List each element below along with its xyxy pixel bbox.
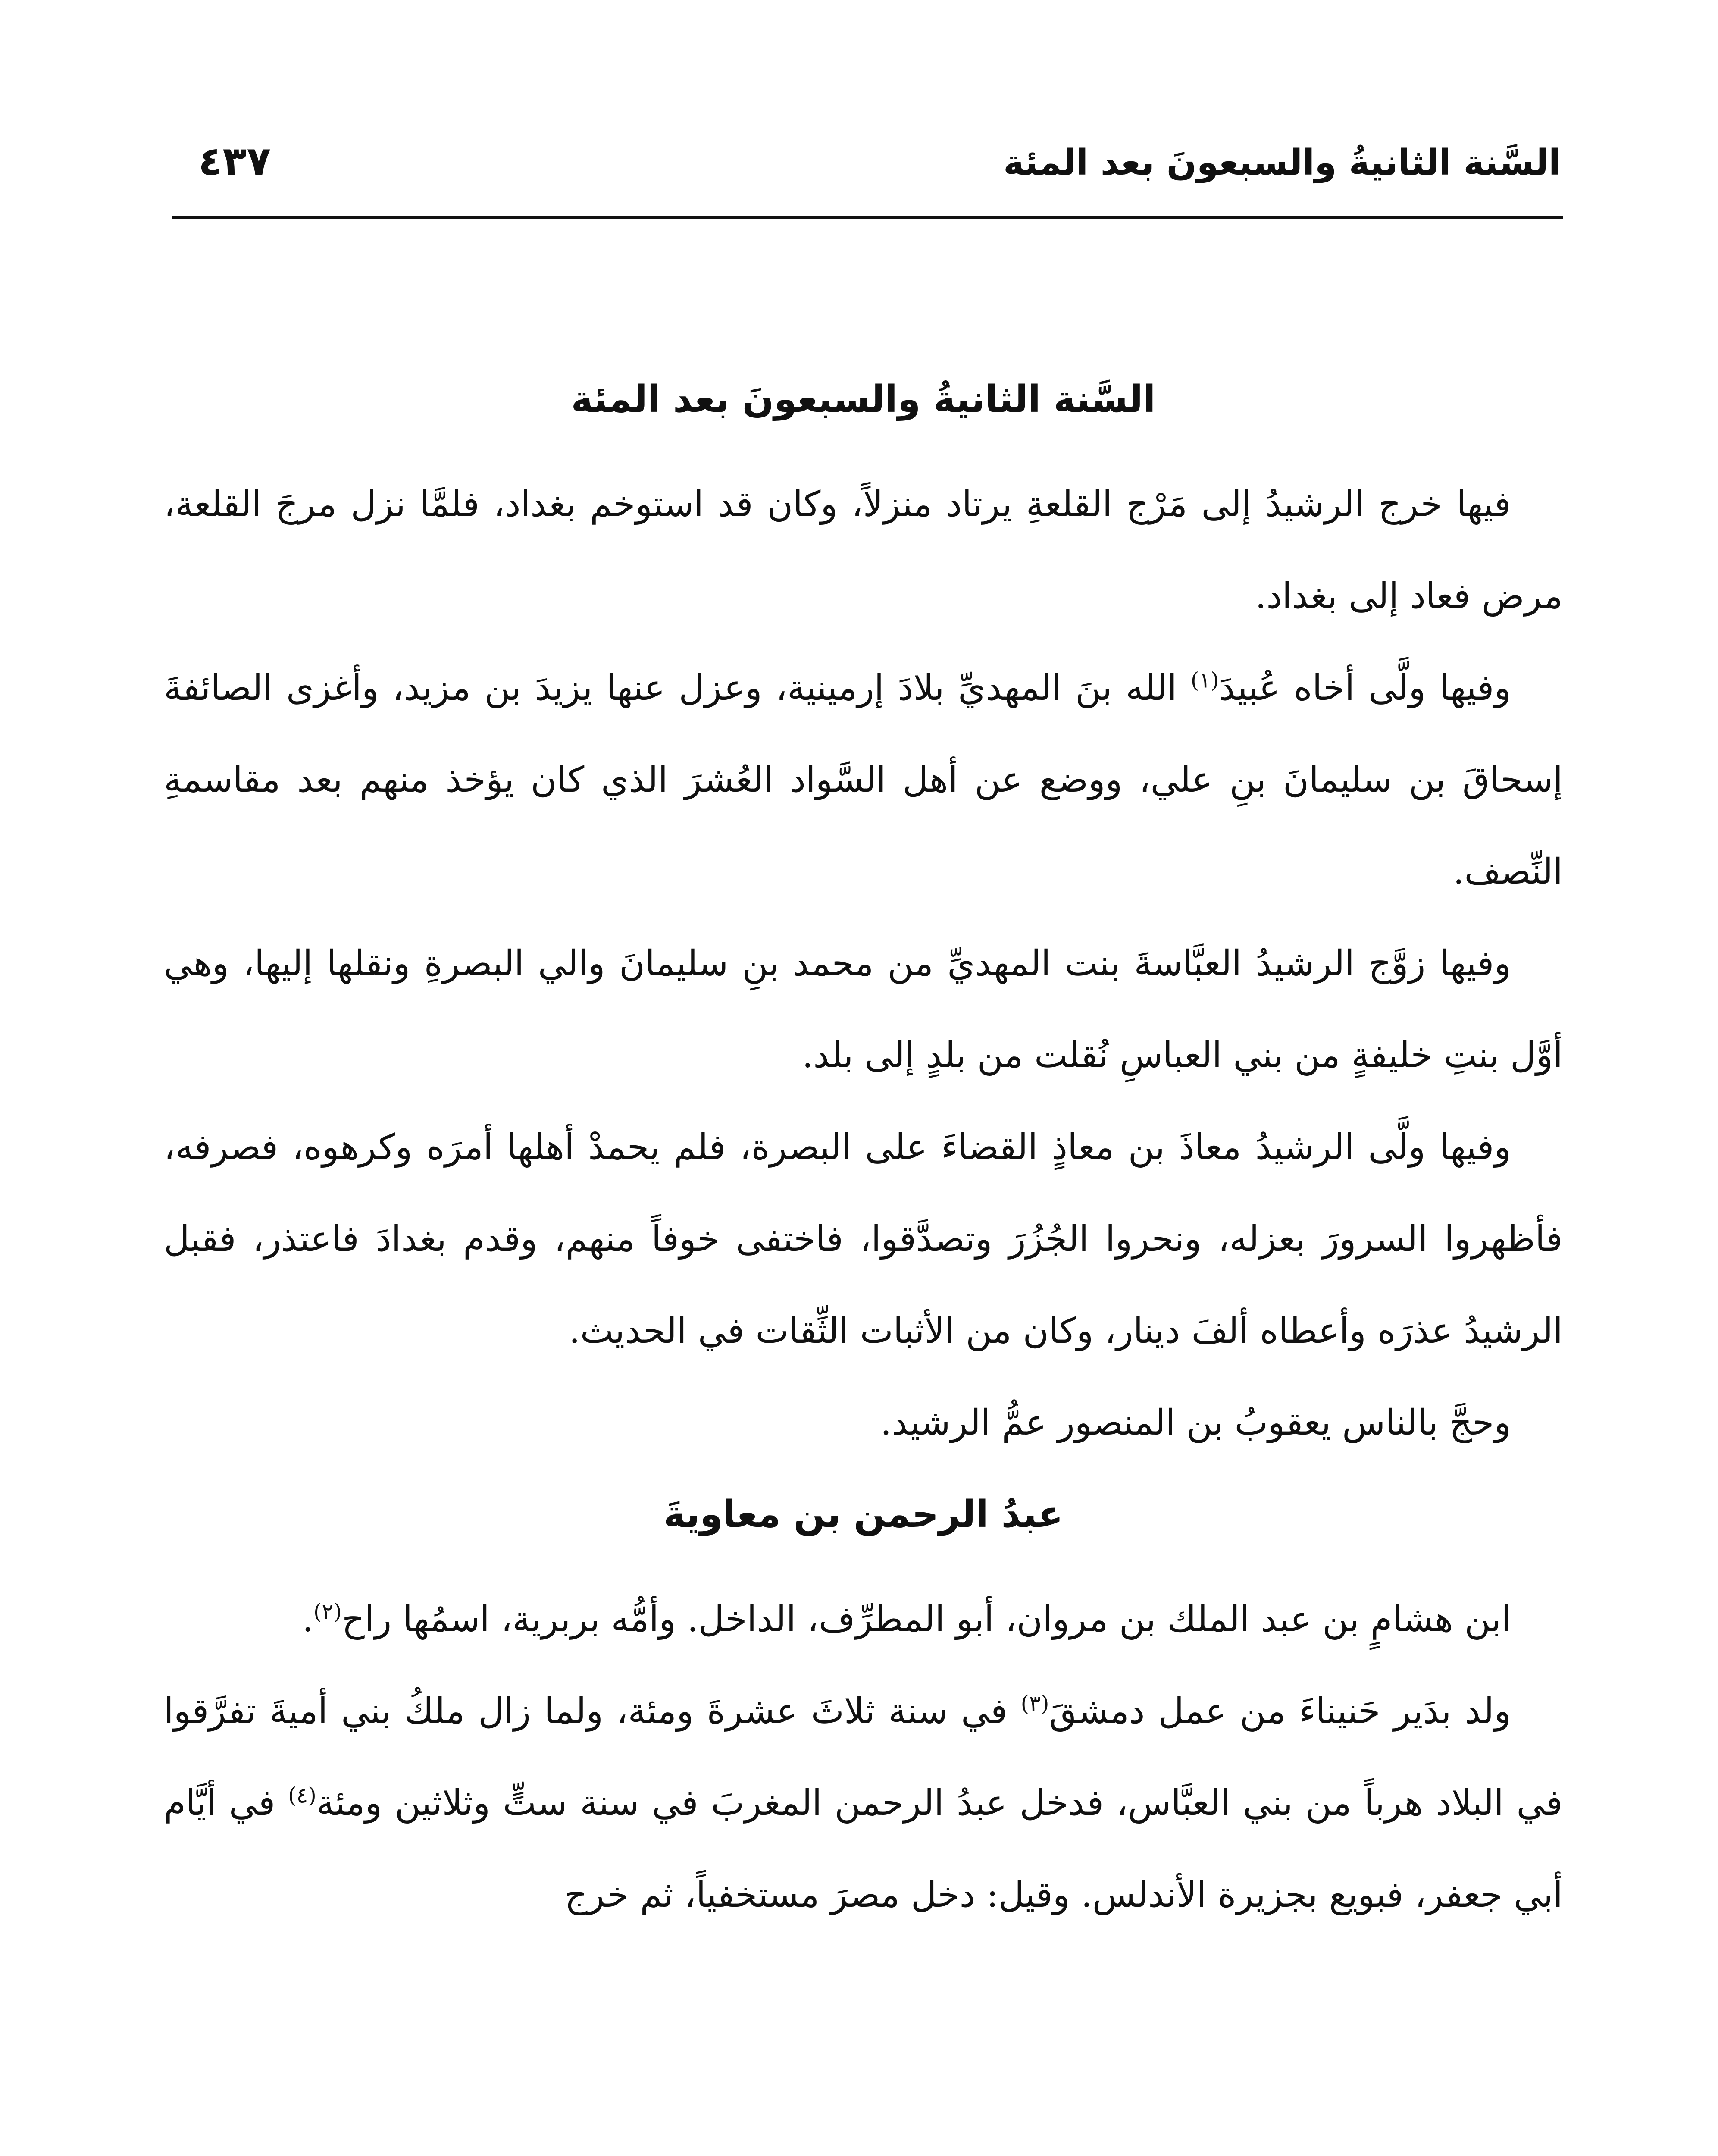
paragraph-text: في أيَّام أبي جعفر، فبويع بجزيرة الأندلس. وقيل: دخل مصرَ مستخفياً، ثم خرج	[164, 1783, 1563, 1915]
running-header	[181, 138, 1561, 207]
paragraph-text: وفيها ولَّى الرشيدُ معاذَ بن معاذٍ القضاءَ على البصرة، فلم يحمدْ أهلها أمرَه وكرهوه، فصرفه، فأظهروا السرورَ بعزله، ونحروا الجُزُرَ وتصدَّقوا، فاختفى خوفاً منهم، وقدم بغدادَ فاعتذر، فقبل الرشيدُ عذرَه وأعطاه ألفَ دينار، وكان من الأثبات الثِّقات في الحديث.	[164, 1127, 1563, 1351]
footnote-ref[interactable]: (٣)	[1020, 1691, 1049, 1716]
header-rule	[172, 216, 1563, 219]
paragraph	[164, 642, 1563, 918]
running-title: السَّنة الثانيةُ والسبعونَ بعد المئة	[1003, 142, 1561, 183]
section-heading-biography: عبدُ الرحمن بن معاويةَ	[663, 1493, 1064, 1536]
footnote-ref[interactable]: (٢)	[313, 1599, 342, 1624]
paragraph-text: وفيها ولَّى أخاه عُبيدَ	[1219, 667, 1511, 708]
paragraph	[164, 1665, 1563, 1941]
paragraph	[164, 1573, 1563, 1665]
paragraph	[164, 1101, 1563, 1377]
footnote-ref[interactable]: (٤)	[288, 1783, 316, 1808]
page-number: ٤٣٧	[198, 138, 271, 184]
paragraph	[164, 918, 1563, 1101]
main-text	[164, 354, 1563, 1941]
paragraph	[164, 1377, 1563, 1469]
paragraph-text: .	[302, 1599, 314, 1640]
paragraph-text: فيها خرج الرشيدُ إلى مَرْج القلعةِ يرتاد منزلاً، وكان قد استوخم بغداد، فلمَّا نزل مرجَ القلعة، مرض فعاد إلى بغداد.	[164, 484, 1563, 617]
paragraph-text: في سنة ثلاثَ عشرةَ ومئة، ولما زال ملكُ بني أميةَ تفرَّقوا في البلاد هرباً من بني العبَّاس، فدخل عبدُ الرحمن المغربَ في سنة ستٍّ وثلاثين ومئة	[164, 1691, 1563, 1824]
paragraph-text: وفيها زوَّج الرشيدُ العبَّاسةَ بنت المهديِّ من محمد بنِ سليمانَ والي البصرةِ ونقلها إليها، وهي أوَّل بنتِ خليفةٍ من بني العباسِ نُقلت من بلدٍ إلى بلد.	[164, 943, 1563, 1076]
paragraph	[164, 458, 1563, 642]
footnote-ref[interactable]: (١)	[1190, 667, 1219, 693]
paragraph-text: الله بنَ المهديِّ بلادَ إرمينية، وعزل عنها يزيدَ بن مزيد، وأغزى الصائفةَ إسحاقَ بن سليمانَ بنِ علي، ووضع عن أهل السَّواد العُشرَ الذي كان يؤخذ منهم بعد مقاسمةِ النِّصف.	[164, 667, 1563, 892]
section-heading-year: السَّنة الثانيةُ والسبعونَ بعد المئة	[571, 378, 1156, 421]
paragraph-text: ابن هشامٍ بن عبد الملك بن مروان، أبو المطرِّف، الداخل. وأمُّه بربرية، اسمُها راح	[341, 1599, 1511, 1640]
paragraph-text: ولد بدَير حَنيناءَ من عمل دمشقَ	[1049, 1691, 1511, 1732]
paragraph-text: وحجَّ بالناس يعقوبُ بن المنصور عمُّ الرشيد.	[880, 1402, 1511, 1443]
